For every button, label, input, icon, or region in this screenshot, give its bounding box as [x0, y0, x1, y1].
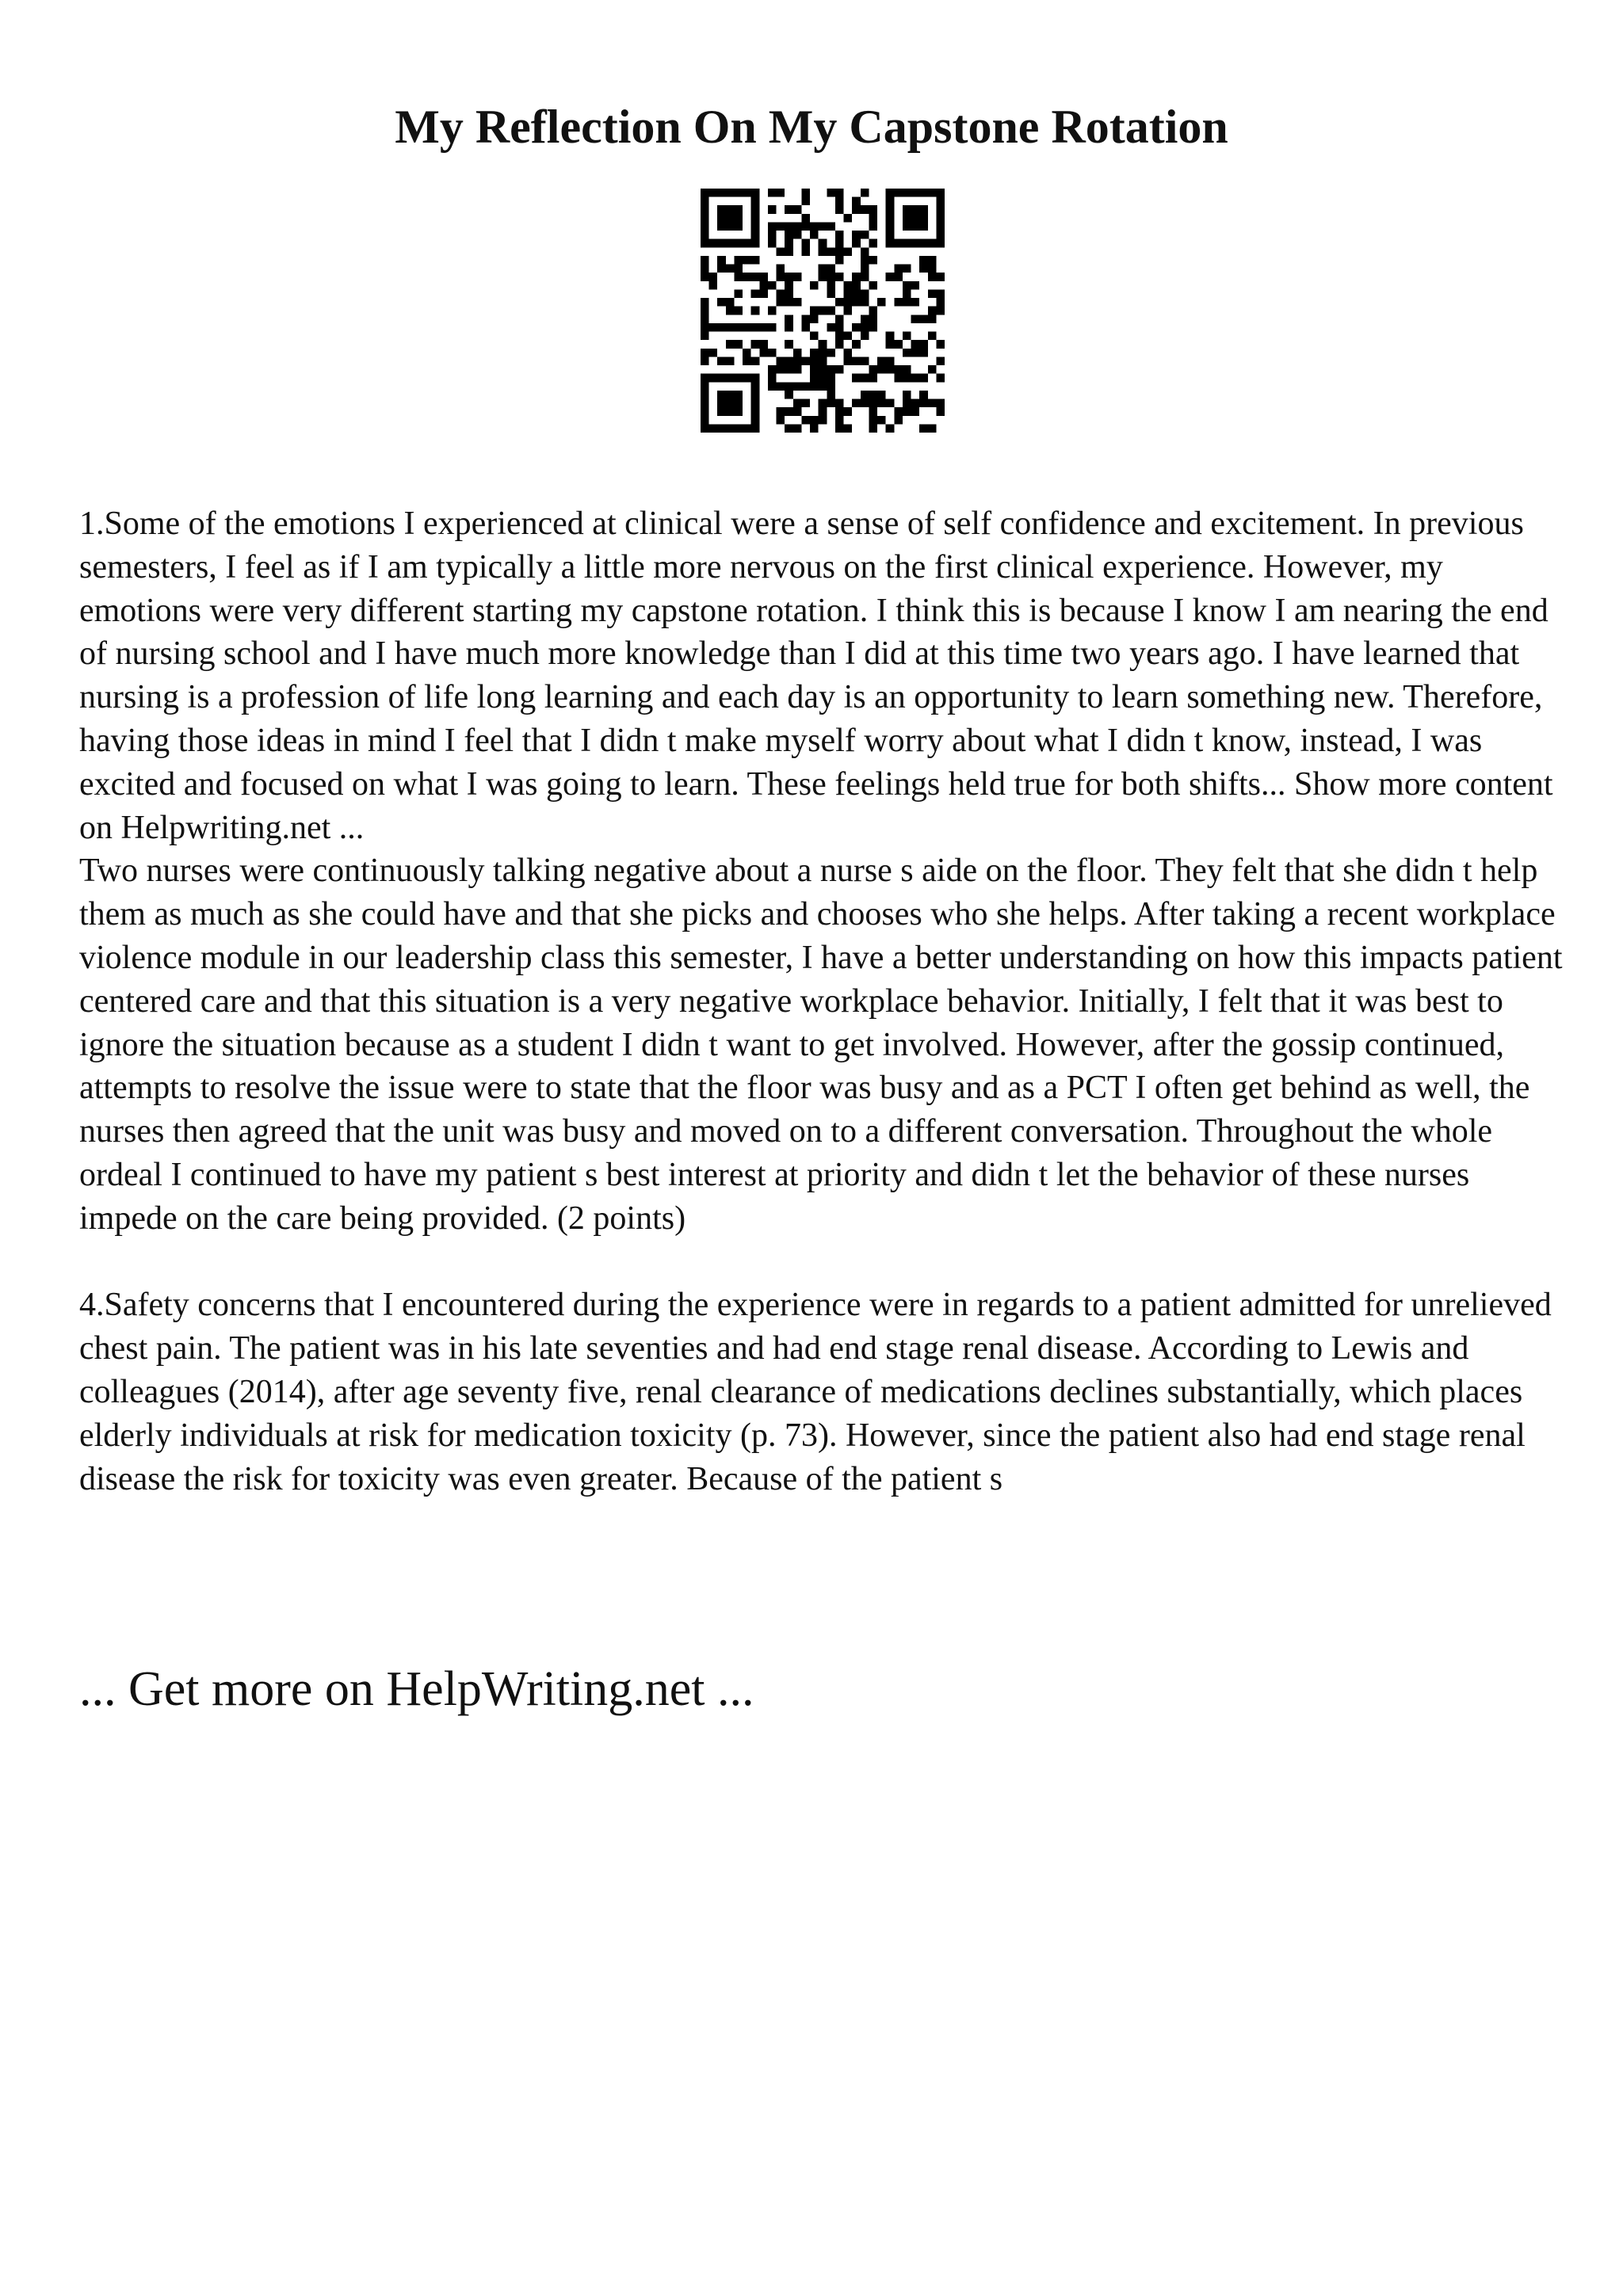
paragraph-gap [79, 1241, 1569, 1284]
article-body [79, 502, 1569, 1501]
paragraph-safety: 4.Safety concerns that I encountered during the experience were in regards to a patient admitted for unrelieved chest pain. The patient was in his late seventies and had end stage renal disease. According to Lewis and colleagues (2014), after age seventy five, renal clearance of medications declines substantially, which places elderly individuals at risk for medication toxicity (p. 73). However, since the patient also had end stage renal disease the risk for toxicity was even greater. Because of the patient s [79, 1287, 1552, 1497]
paragraph-nurses: Two nurses were continuously talking negative about a nurse s aide on the floor. They felt that she didn t help them as much as she could have and that she picks and chooses who she helps. After taking a recent workplace violence module in our leadership class this semester, I have a better understanding on how this impacts patient centered care and that this situation is a very negative workplace behavior. Initially, I felt that it was best to ignore the situation because as a student I didn t want to get involved. However, after the gossip continued, attempts to resolve the issue were to state that the floor was busy and as a PCT I often get behind as well, the nurses then agreed that the unit was busy and moved on to a different conversation. Throughout the whole ordeal I continued to have my patient s best interest at priority and didn t let the behavior of these nurses impede on the care being provided. (2 points) [79, 852, 1563, 1237]
page-title: My Reflection On My Capstone Rotation [395, 101, 1228, 153]
qr-code-image [701, 189, 945, 433]
get-more-link[interactable]: ... Get more on HelpWriting.net ... [79, 1662, 754, 1716]
qr-code-icon [701, 189, 945, 433]
paragraph-emotions: 1.Some of the emotions I experienced at clinical were a sense of self confidence and excitement. In previous semesters, I feel as if I am typically a little more nervous on the first clinical experience. However, my emotions were very different starting my capstone rotation. I think this is because I know I am nearing the end of nursing school and I have much more knowledge than I did at this time two years ago. I have learned that nursing is a profession of life long learning and each day is an opportunity to learn something new. Therefore, having those ideas in mind I feel that I didn t make myself worry about what I didn t know, instead, I was excited and focused on what I was going to learn. These feelings held true for both shifts... Show more content on Helpwriting.net ... [79, 505, 1553, 846]
